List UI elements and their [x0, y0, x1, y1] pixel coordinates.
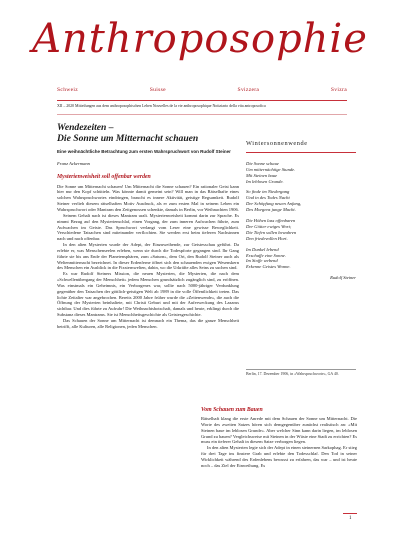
masthead-logo-text: Anthroposophie: [32, 16, 368, 62]
poem-line: Der Götter ewiges Wort;: [246, 223, 292, 229]
poem-author: Rudolf Steiner: [330, 275, 356, 281]
article-author: Franz Ackermann: [57, 160, 90, 166]
article-paragraph: Das Schauen der Sonne um Mitternacht ist demnach ein Thema, das die ganze Menschheit betrifft, alle Kulturen, alle Religionen, jeden Menschen.: [57, 318, 239, 329]
article-paragraph: Rätselhaft klang die erste Anrede mit dem Schauen der Sonne um Mitternacht. Die Worte des zweiten Satzes hören sich demgegenüber zunächst realistisch an: «Mit Steinen baue im leblosen Grunde». Aber welcher Sinn kann darin liegen, im leblosen Grund zu bauen? Vergleichsweise mit Steinen in der Wüste eine Stadt zu errichten? Es muss ein tieferer Gehalt in diesem Satze verborgen liegen.: [201, 416, 357, 445]
poem-line: Um mitternächtige Stunde.: [246, 166, 296, 172]
article-paragraph: Es war Rudolf Steiners Mission, die neuen Mysterien, die Mysterien, die nach dem «Schwellenübergang der Menschheit» jedem Menschen grundsätzlich zugänglich sind, zu eröffnen. Was einstmals ein Geheimnis, ein Verborgenes war, sollte nach 5000-jähriger Verdunklung gegenüber den Tatsachen der göttlich-geistigen Welt ab 1989 in die volle Öffentlichkeit treten. Das lichte Zeitalter war angebrochen. Bereits 2000 Jahre früher wurde die «Zeitenwende», die auch die Öffnung der Mysterien beinhaltete, mit Christi Geburt und mit der Auferweckung des Lazarus sichtbar. Und dies führte zu Aufruhr! Die Weihnachtsbotschaft, damals und heute, erklingt durch die Substanz dieses Mantrams. Sie ist Menschheitsgeschichte als Geistesgeschichte.: [57, 271, 239, 318]
country-name: Schweiz: [57, 87, 79, 93]
poem-stanza: [246, 161, 356, 185]
page-number-divider: [343, 513, 357, 514]
footnote-divider: [246, 369, 356, 370]
poem-stanza: [246, 189, 356, 213]
poem-stanza: [246, 247, 356, 271]
poem-line: Und in des Todes Nacht: [246, 195, 290, 201]
page-number: 1: [349, 516, 352, 521]
poem-line: Der Schöpfung neuen Anfang,: [246, 201, 302, 207]
poem-line: Die Höhen lass offenbaren: [246, 218, 296, 224]
main-article: [57, 123, 239, 330]
poem-sidebar: [246, 140, 356, 280]
section-heading: Vom Schauen zum Bauen: [201, 407, 263, 413]
article-paragraph: Seinem Gehalt nach ist dieses Mantram uralt. Mysterienweisheit kommt darin zur Sprache. Es nimmt Bezug auf den Mysterienschlaf, einen Vorgang, der zum inneren Aufwachen führte, zum Aufwachen im Geiste. Das Spruchwort verlangt vom Leser eine gewisse Beweglichkeit. Verschiedene Tatsachen sind miteinander verflochten. Sie werden erst beim tieferen Nachsinnen nach und nach offenbar.: [57, 212, 239, 242]
poem-line: Des Morgens junge Macht.: [246, 207, 296, 213]
article-title-line2: Die Sonne um Mitternacht schauen: [57, 132, 199, 144]
masthead-logo: [0, 12, 400, 62]
poem-line: Im leblosen Grunde.: [246, 178, 284, 184]
poem-line: Im Dunkel lebend: [246, 246, 279, 252]
poem-line: Die Sonne schaue: [246, 160, 279, 166]
poem-line: Erschaffe eine Sonne.: [246, 252, 286, 258]
poem-line: Mit Steinen baue: [246, 172, 278, 178]
section-heading: Mysterienweisheit soll offenbar werden: [57, 173, 151, 180]
header-divider: [57, 100, 347, 101]
article-title-line1: Wendezeiten –: [57, 122, 114, 133]
header-divider-secondary: [57, 114, 347, 115]
poem-line: So finde im Niedergang: [246, 189, 290, 195]
poem-line: Im Stoffe webend: [246, 258, 278, 264]
issue-line: XII – 2020 Mitteilungen aus dem anthroposophischen Leben Nouvelles de la vie anthroposophique Notiziario della vita antroposofica: [57, 104, 266, 108]
country-name: Svizzera: [237, 87, 260, 93]
poem-line: Die Tiefen sollen bewahren: [246, 229, 297, 235]
article-paragraph: In den alten Mysterien legte sich der Adept in einen steinernen Sarkophag. Er stieg für drei Tage ins finstere Grab und erlebte den Todesschlaf. Den Tod in seiner Wirklichkeit während des Erdenlebens bewusst zu erfahren, das war – und ist heute noch – das Ziel der Einweihung. Es: [201, 445, 357, 468]
poem-heading: Wintersonnenwende: [246, 140, 308, 147]
article-paragraph: Die Sonne um Mitternacht schauen! Um Mitternacht die Sonne schauen? Ein rationaler Geist kann hier nur den Kopf schütteln. Was könnte damit gemeint sein? Will man in das Rätselhafte eines solchen Wahrspruchwortes eindringen, braucht es innere Aktivität, geistige Regsamkeit. Rudolf Steiner verlieh diesem rätselhaften Motiv Ausdruck, als er zum ersten Mal in seinem Leben ein Wahrspruchwort oder Mantram den Zeitgenossen schenkte, damals in Berlin, vor Weihnachten 1906.: [57, 183, 239, 212]
poem-line: Erkenne Geistes Wonne.: [246, 264, 291, 270]
country-names: [57, 87, 347, 93]
article-paragraph: In den alten Mysterien wurde der Adept, der Einzuweihende, zur Geistesschau geführt. Da erlebte er, was Menschenseelen erleben, wenn sie durch die Todespforte gegangen sind. Ihr Gang führte sie bis ans Ende der Planetensphären, zum «Saturn», dem Ort, den Rudolf Steiner auch als Weltenmitternacht bezeichnet. In dieser Erdenferne öffnet sich den schauenden ewigen Wesenskern des Menschen ein Ausblick in die Fixsternwelten, dahin, wo die Urkräfte alles Seins zu suchen sind.: [57, 242, 239, 271]
article-subtitle: Eine weihnächtliche Betrachtung zum ersten Wahrspruchwort von Rudolf Steiner: [57, 148, 231, 154]
article-section: [201, 407, 357, 469]
article-title: [57, 123, 239, 145]
poem-line: Den friedevollen Hort.: [246, 235, 288, 241]
country-name: Svizra: [330, 87, 347, 93]
country-name: Suisse: [149, 87, 166, 93]
poem-footnote: Berlin, 17. Dezember 1906, in «Wahrspruchworte», GA 40.: [246, 372, 339, 376]
poem-divider: [246, 152, 356, 153]
poem-stanza: [246, 218, 356, 242]
